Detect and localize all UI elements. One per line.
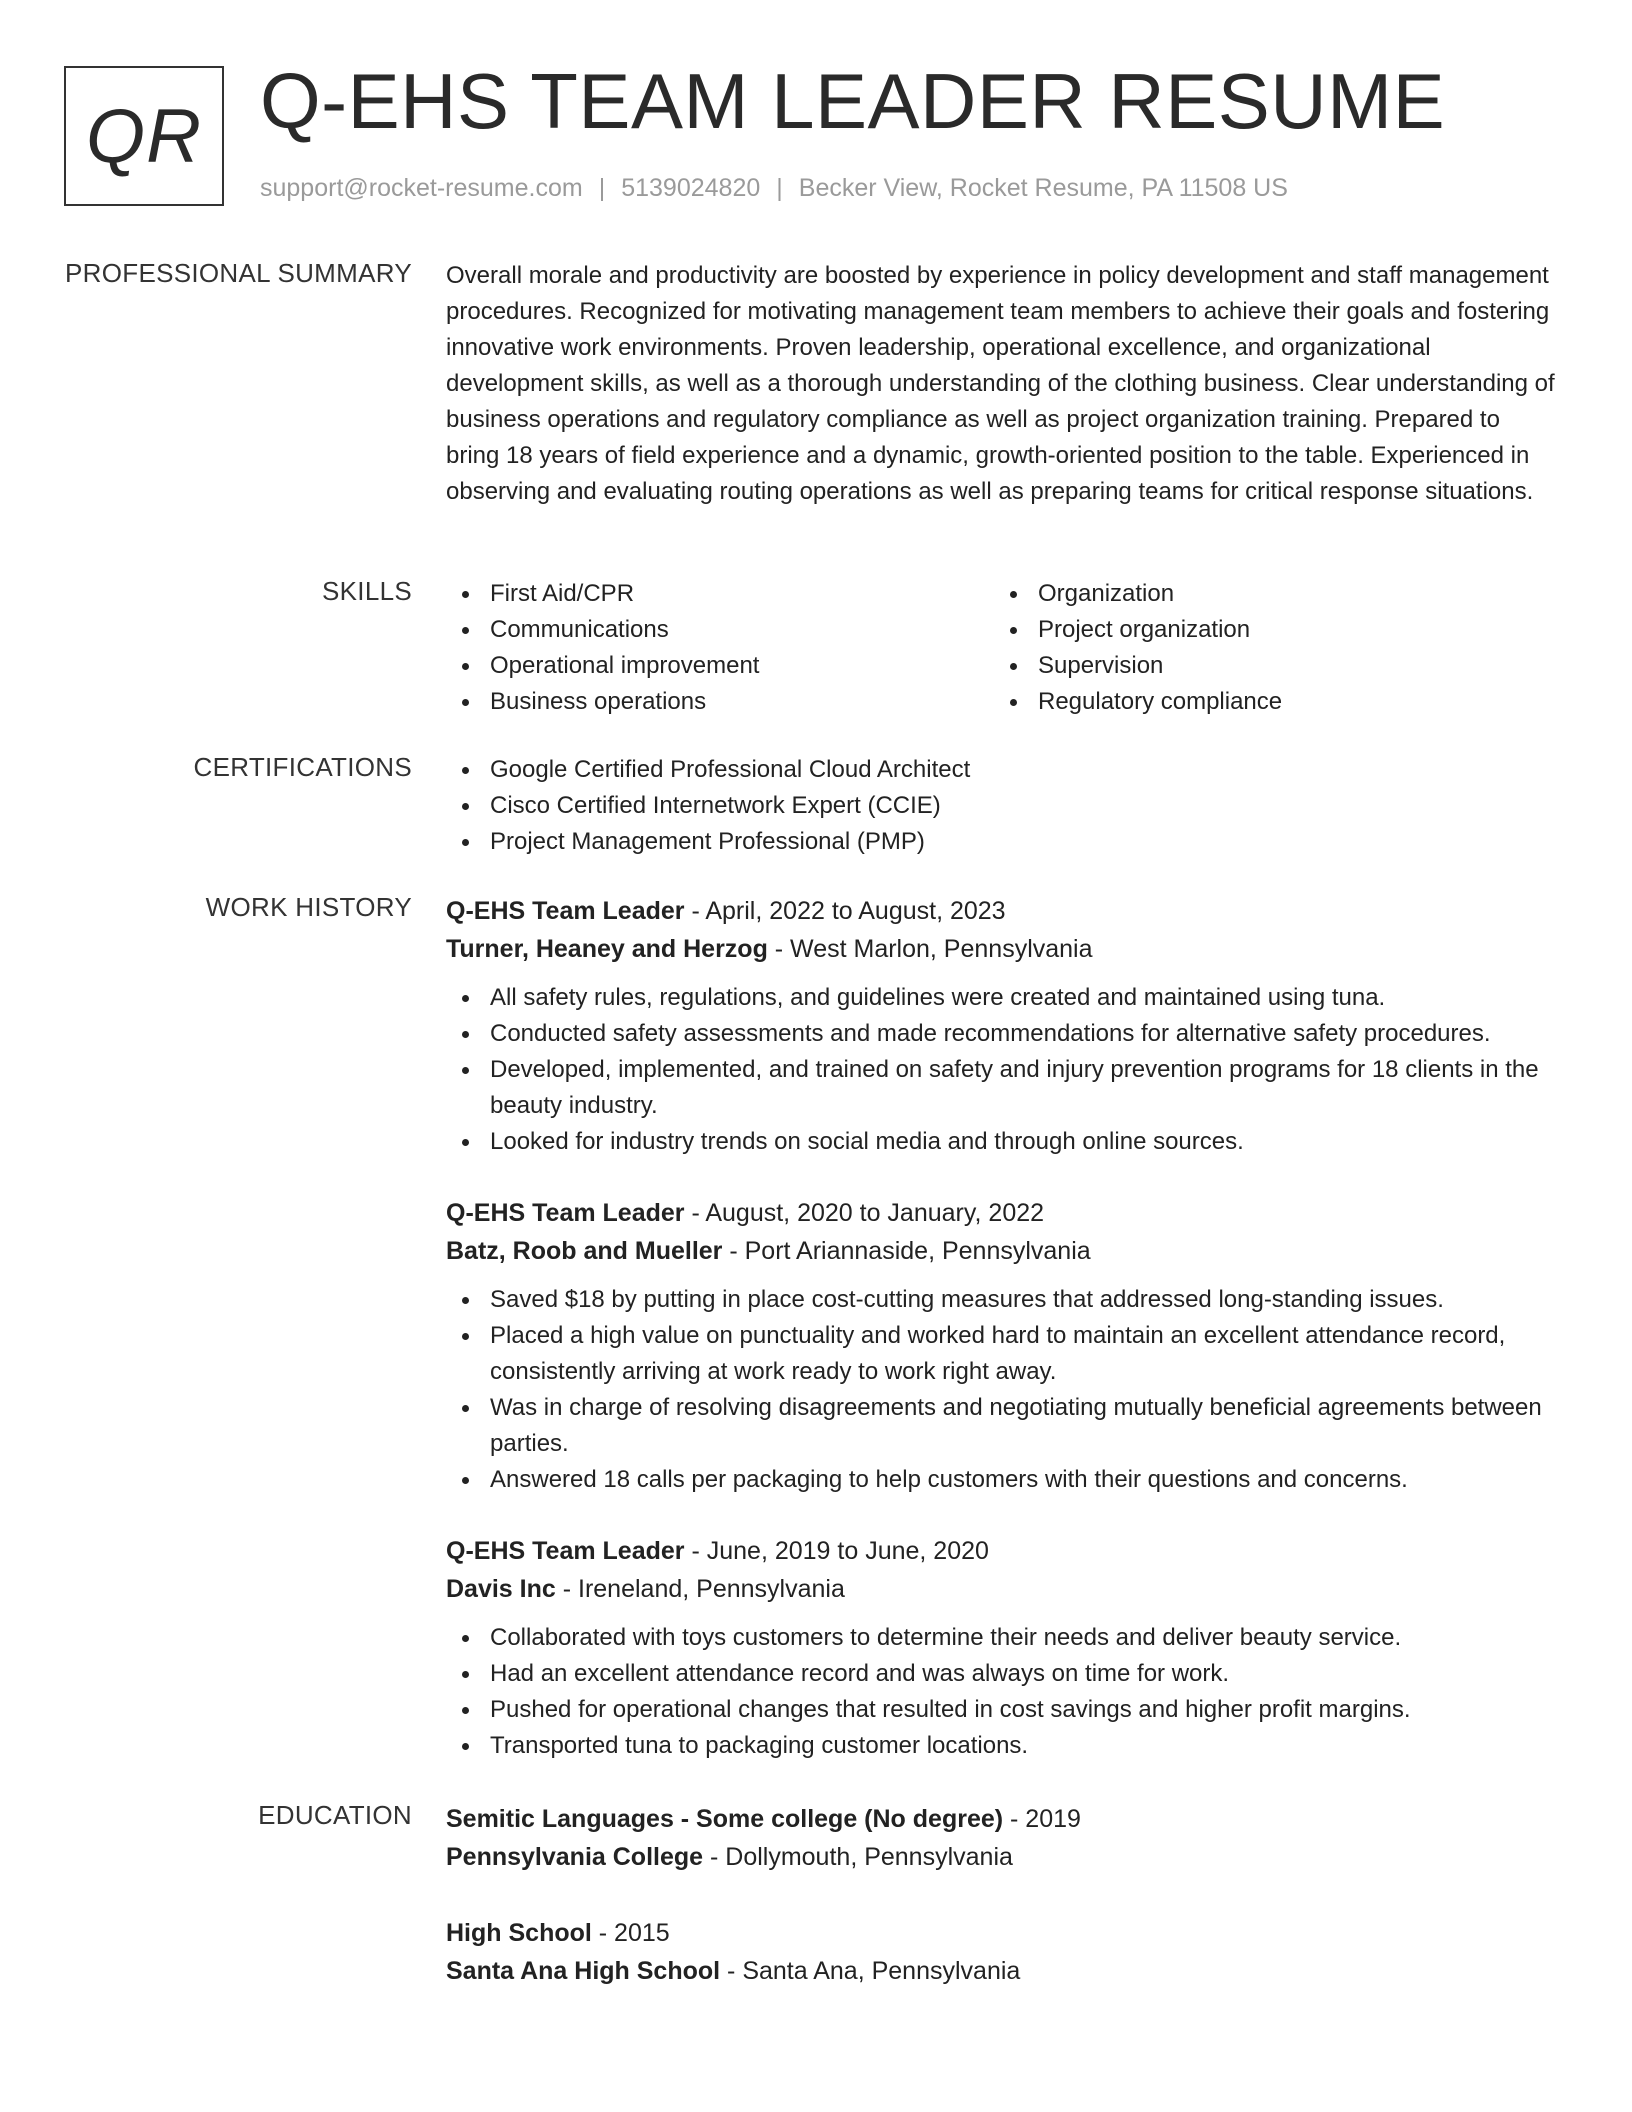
job-entry bbox=[446, 1194, 1556, 1498]
certification-item: Project Management Professional (PMP) bbox=[446, 824, 1556, 860]
job-bullet: Pushed for operational changes that resulted in cost savings and higher profit margins. bbox=[446, 1692, 1556, 1728]
certification-item: Google Certified Professional Cloud Architect bbox=[446, 752, 1556, 788]
skill-item: Project organization bbox=[994, 612, 1542, 648]
section-label-certifications: CERTIFICATIONS bbox=[193, 752, 412, 782]
job-bullets bbox=[446, 1620, 1556, 1764]
section-label-education: EDUCATION bbox=[258, 1800, 412, 1830]
job-title-line bbox=[446, 1532, 1556, 1570]
skill-item: Regulatory compliance bbox=[994, 684, 1542, 720]
job-bullet: Saved $18 by putting in place cost-cutting measures that addressed long-standing issues. bbox=[446, 1282, 1556, 1318]
job-dates: - August, 2020 to January, 2022 bbox=[684, 1199, 1045, 1227]
contact-line bbox=[260, 174, 1288, 203]
education-degree: High School bbox=[446, 1919, 592, 1947]
job-bullet: Looked for industry trends on social media and through online sources. bbox=[446, 1124, 1556, 1160]
skills-list-right bbox=[994, 576, 1542, 720]
contact-separator: | bbox=[598, 174, 606, 202]
job-entry bbox=[446, 1532, 1556, 1764]
skill-item: Business operations bbox=[446, 684, 994, 720]
job-company-line bbox=[446, 1570, 1556, 1608]
contact-separator: | bbox=[776, 174, 783, 202]
job-bullet: Collaborated with toys customers to determine their needs and deliver beauty service. bbox=[446, 1620, 1556, 1656]
education-body bbox=[446, 1800, 1556, 2028]
education-degree-line bbox=[446, 1914, 1556, 1952]
education-location: - Santa Ana, Pennsylvania bbox=[720, 1957, 1021, 1985]
skills-list-left bbox=[446, 576, 994, 720]
certification-item: Cisco Certified Internetwork Expert (CCIE) bbox=[446, 788, 1556, 824]
job-company-line bbox=[446, 930, 1556, 968]
job-bullet: Developed, implemented, and trained on safety and injury prevention programs for 18 clients in the beauty industry. bbox=[446, 1052, 1556, 1124]
education-year: - 2015 bbox=[591, 1919, 670, 1947]
monogram-initials: QR bbox=[86, 93, 202, 179]
education-degree-line bbox=[446, 1800, 1556, 1838]
job-bullet: Answered 18 calls per packaging to help customers with their questions and concerns. bbox=[446, 1462, 1556, 1498]
certifications-body bbox=[446, 752, 1556, 860]
job-bullet: Placed a high value on punctuality and worked hard to maintain an excellent attendance record, consistently arriving at work ready to work right away. bbox=[446, 1318, 1556, 1390]
education-entry bbox=[446, 1914, 1556, 1990]
skill-item: First Aid/CPR bbox=[446, 576, 994, 612]
job-bullet: Conducted safety assessments and made recommendations for alternative safety procedures. bbox=[446, 1016, 1556, 1052]
education-school: Santa Ana High School bbox=[446, 1957, 721, 1985]
job-bullet: Transported tuna to packaging customer locations. bbox=[446, 1728, 1556, 1764]
job-title-line bbox=[446, 892, 1556, 930]
job-company: Batz, Roob and Mueller bbox=[446, 1237, 723, 1265]
skill-item: Supervision bbox=[994, 648, 1542, 684]
job-company: Davis Inc bbox=[446, 1575, 556, 1603]
skill-item: Operational improvement bbox=[446, 648, 994, 684]
job-title: Q-EHS Team Leader bbox=[446, 1537, 685, 1565]
certifications-list bbox=[446, 752, 1556, 860]
job-location: - Port Ariannaside, Pennsylvania bbox=[722, 1237, 1091, 1265]
job-company: Turner, Heaney and Herzog bbox=[446, 935, 768, 963]
education-school-line bbox=[446, 1838, 1556, 1876]
job-title: Q-EHS Team Leader bbox=[446, 1199, 685, 1227]
job-title: Q-EHS Team Leader bbox=[446, 897, 685, 925]
education-location: - Dollymouth, Pennsylvania bbox=[703, 1843, 1013, 1871]
education-school: Pennsylvania College bbox=[446, 1843, 704, 1871]
skill-item: Communications bbox=[446, 612, 994, 648]
job-location: - Ireneland, Pennsylvania bbox=[555, 1575, 845, 1603]
education-year: - 2019 bbox=[1003, 1805, 1081, 1833]
job-bullet: All safety rules, regulations, and guidelines were created and maintained using tuna. bbox=[446, 980, 1556, 1016]
summary-body bbox=[446, 258, 1556, 510]
job-company-line bbox=[446, 1232, 1556, 1270]
summary-text: Overall morale and productivity are boosted by experience in policy development and staff management procedures. Recognized for motivating management team members to achieve their goals and fostering innovative work environments. Proven leadership, operational excellence, and organizational development skills, as well as a thorough understanding of the clothing business. Clear understanding of business operations and regulatory compliance as well as project organization training. Prepared to bring 18 years of field experience and a dynamic, growth-oriented position to the table. Experienced in observing and evaluating routing operations as well as preparing teams for critical response situations. bbox=[446, 262, 1555, 505]
job-bullet: Had an excellent attendance record and was always on time for work. bbox=[446, 1656, 1556, 1692]
skills-body bbox=[446, 576, 1556, 720]
job-bullet: Was in charge of resolving disagreements and negotiating mutually beneficial agreements between parties. bbox=[446, 1390, 1556, 1462]
job-entry bbox=[446, 892, 1556, 1160]
education-school-line bbox=[446, 1952, 1556, 1990]
monogram-badge bbox=[64, 66, 224, 206]
job-title-line bbox=[446, 1194, 1556, 1232]
job-location: - West Marlon, Pennsylvania bbox=[767, 935, 1093, 963]
section-label-work-history: WORK HISTORY bbox=[205, 892, 412, 922]
contact-address: Becker View, Rocket Resume, PA 11508 US bbox=[798, 174, 1288, 202]
resume-title: Q-EHS TEAM LEADER RESUME bbox=[260, 57, 1446, 145]
education-degree: Semitic Languages - Some college (No degree) bbox=[446, 1805, 1004, 1833]
job-dates: - April, 2022 to August, 2023 bbox=[684, 897, 1006, 925]
job-bullets bbox=[446, 980, 1556, 1160]
section-label-summary: PROFESSIONAL SUMMARY bbox=[65, 258, 412, 288]
work-history-body bbox=[446, 892, 1556, 1798]
section-label-skills: SKILLS bbox=[322, 576, 412, 606]
contact-phone[interactable]: 5139024820 bbox=[621, 174, 761, 202]
contact-email[interactable]: support@rocket-resume.com bbox=[260, 174, 583, 202]
education-entry bbox=[446, 1800, 1556, 1876]
skill-item: Organization bbox=[994, 576, 1542, 612]
job-bullets bbox=[446, 1282, 1556, 1498]
job-dates: - June, 2019 to June, 2020 bbox=[684, 1537, 989, 1565]
